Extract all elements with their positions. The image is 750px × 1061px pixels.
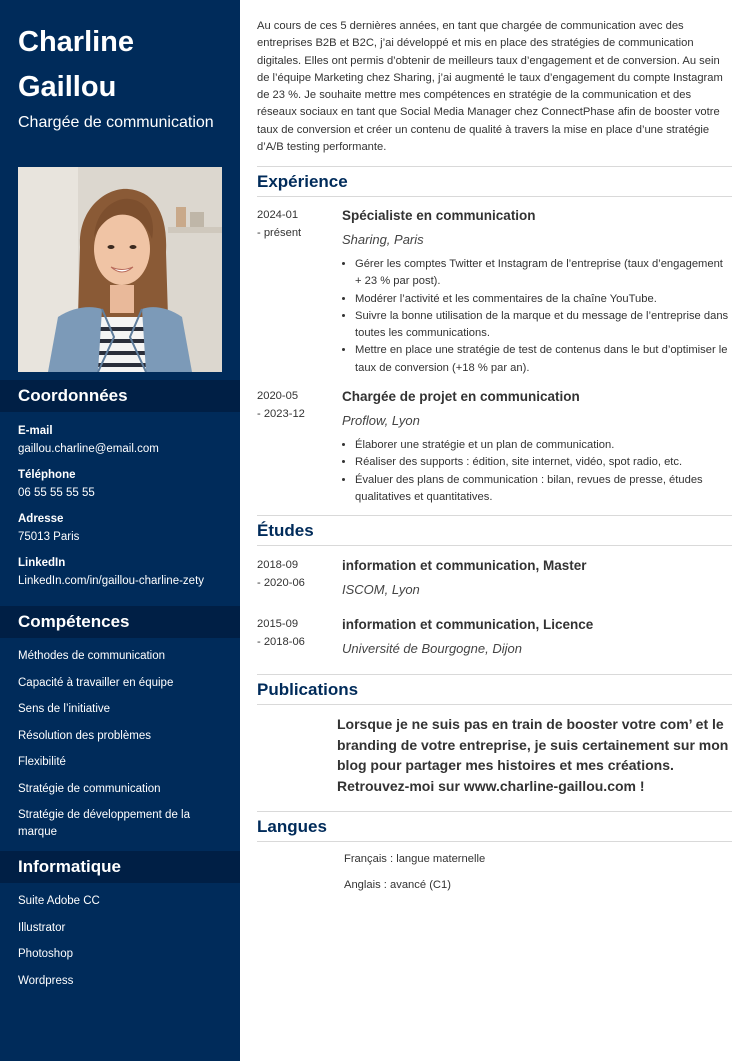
job-title: Chargée de communication [18, 114, 214, 131]
entry-body [342, 557, 732, 599]
entry-organization: Université de Bourgogne, Dijon [342, 641, 522, 656]
entry-body [342, 207, 732, 377]
entry-title: information et communication, Licence [342, 617, 594, 632]
skills-list [18, 648, 230, 851]
skill-item: Stratégie de communication [18, 782, 161, 795]
entry-title: information et communication, Master [342, 558, 587, 573]
entry-bullets [342, 437, 732, 506]
bullet-item: • Mettre en place une stratégie de test de contenus dans le but d’optimiser le taux de conversion (+18 % par an). [355, 342, 732, 377]
sidebar [0, 0, 240, 1061]
entry-date [257, 388, 327, 423]
skills-section-title: Compétences [0, 606, 240, 638]
computing-section-title: Informatique [0, 851, 240, 883]
contact-address [18, 510, 230, 546]
computing-list [18, 893, 230, 999]
date-start: 2024-01 [257, 209, 299, 221]
entry-bullets [342, 256, 732, 377]
bullet-item: • Modérer l’activité et les commentaires de la chaîne YouTube. [355, 291, 732, 308]
bullet-item: • Élaborer une stratégie et un plan de communication. [355, 437, 732, 454]
language-item: Anglais : avancé (C1) [344, 879, 451, 891]
entry-organization: Proflow, Lyon [342, 413, 420, 428]
date-start: 2018-09 [257, 559, 299, 571]
profile-photo [18, 167, 222, 372]
computing-item: Wordpress [18, 974, 74, 987]
linkedin-value: LinkedIn.com/in/gaillou-charline-zety [18, 575, 205, 587]
language-item: Français : langue maternelle [344, 853, 486, 865]
linkedin-label: LinkedIn [18, 557, 66, 569]
skill-item: Capacité à travailler en équipe [18, 676, 174, 689]
contact-phone [18, 466, 230, 502]
profile-summary: Au cours de ces 5 dernières années, en tant que chargée de communication avec des entreprises B2B et B2C, j’ai développé et mis en place des stratégies de communication digitales. Elles ont permis d’obtenir de meilleurs taux d’engagement et de conversion. Au sein de l’équipe Marketing chez Sharing, j’ai augmenté le taux d’engagement du compte Instagram de 23 %. Je souhaite mettre mes compétences en stratégie de la communication et des réseaux sociaux en tant que Social Media Manager chez ConnectPhase afin de booster votre taux de conversion et créer un contenu de qualité à travers la mise en place d’une stratégie d’A/B testing performante. [257, 20, 723, 154]
skill-item: Méthodes de communication [18, 650, 166, 662]
skill-item: Stratégie de développement de la marque [18, 809, 190, 838]
bullet-item: • Réaliser des supports : édition, site internet, vidéo, spot radio, etc. [355, 454, 732, 471]
entry-title: Chargée de projet en communication [342, 389, 580, 404]
email-value: gaillou.charline@email.com [18, 443, 159, 455]
date-start: 2015-09 [257, 618, 299, 630]
last-name: Gaillou [18, 71, 117, 103]
skill-item: Flexibilité [18, 756, 66, 768]
candidate-name [18, 20, 228, 110]
entry-date [257, 207, 327, 242]
phone-value: 06 55 55 55 55 [18, 487, 95, 499]
bullet-item: • Gérer les comptes Twitter et Instagram de l’entreprise (taux d’engagement + 23 % par post). [355, 256, 732, 291]
languages-section-title: Langues [257, 811, 732, 842]
date-end: - 2018-06 [257, 635, 305, 648]
date-end: - 2020-06 [257, 576, 305, 589]
first-name: Charline [18, 26, 135, 58]
skill-item: Résolution des problèmes [18, 729, 151, 742]
education-section-title: Études [257, 515, 732, 546]
computing-item: Illustrator [18, 921, 66, 934]
entry-body [342, 388, 732, 506]
address-label: Adresse [18, 513, 64, 525]
publications-text: Lorsque je ne suis pas en train de booster votre com’ et le branding de votre entreprise, je suis certainement sur mon blog pour partager mes histoires et mes créations. Retrouvez-moi sur www.charline-gaillou.com ! [337, 716, 729, 794]
phone-label: Téléphone [18, 469, 76, 481]
entry-organization: Sharing, Paris [342, 232, 424, 247]
entry-body [342, 616, 732, 658]
skill-item: Sens de l’initiative [18, 703, 111, 715]
publications-section-title: Publications [257, 674, 732, 705]
email-label: E-mail [18, 425, 53, 437]
contact-email [18, 422, 230, 458]
contact-linkedin [18, 554, 230, 590]
entry-title: Spécialiste en communication [342, 208, 536, 223]
address-value: 75013 Paris [18, 531, 80, 543]
contact-section-title: Coordonnées [0, 380, 240, 412]
contact-list [18, 422, 230, 598]
entry-organization: ISCOM, Lyon [342, 582, 420, 597]
computing-item: Photoshop [18, 948, 73, 960]
entry-date [257, 616, 327, 651]
date-end: - présent [257, 226, 302, 239]
date-end: - 2023-12 [257, 407, 305, 420]
date-start: 2020-05 [257, 390, 299, 402]
entry-date [257, 557, 327, 592]
bullet-item: • Évaluer des plans de communication : bilan, revues de presse, études qualitatives et quantitatives. [355, 472, 732, 507]
experience-section-title: Expérience [257, 166, 732, 197]
bullet-item: • Suivre la bonne utilisation de la marque et du message de l’entreprise dans toutes les communications. [355, 308, 732, 343]
portrait-illustration [18, 167, 222, 372]
computing-item: Suite Adobe CC [18, 895, 100, 907]
